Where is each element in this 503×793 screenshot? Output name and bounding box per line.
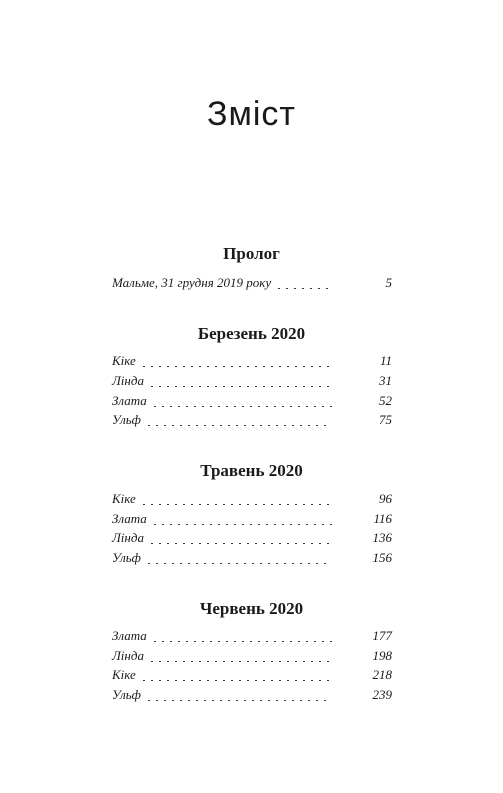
entry-page-number: 31 [379,373,392,388]
dot-leader [145,700,332,701]
toc-entry[interactable] [112,628,392,648]
dot-leader [145,563,332,564]
entry-page-number: 239 [372,687,392,702]
entry-page-number: 11 [379,353,392,368]
entry-page-number: 136 [372,530,392,545]
entry-label: Лінда [112,530,144,545]
entry-label: Лінда [112,648,144,663]
entry-label: Кіке [112,353,136,368]
entry-label: Кіке [112,491,136,506]
dot-leader [148,661,332,662]
toc-entry[interactable] [112,530,392,550]
page-title: Зміст [206,95,297,133]
entry-page-number: 5 [385,275,392,290]
entry-page-number: 52 [379,393,392,408]
entry-label: Ульф [112,412,141,427]
toc-entry[interactable] [112,648,392,668]
dot-leader [151,406,332,407]
entry-page-number: 198 [372,648,392,663]
entry-page-number: 218 [372,667,392,682]
entry-page-number: 96 [379,491,392,506]
toc-entry[interactable] [112,275,392,295]
dot-leader [140,680,332,681]
toc-entry[interactable] [112,412,392,432]
dot-leader [140,366,332,367]
dot-leader [275,288,334,289]
toc-entry[interactable] [112,511,392,531]
toc-entry[interactable] [112,667,392,687]
entry-label: Лінда [112,373,144,388]
toc-entry[interactable] [112,687,392,707]
toc-entry[interactable] [112,491,392,511]
section-heading: Червень 2020 [199,599,304,618]
entry-label: Мальме, 31 грудня 2019 року [112,275,272,290]
dot-leader [151,641,332,642]
dot-leader [140,504,332,505]
entry-label: Ульф [112,550,141,565]
dot-leader [145,425,332,426]
entry-page-number: 75 [379,412,392,427]
entry-label: Кіке [112,667,136,682]
entry-page-number: 177 [372,628,392,643]
dot-leader [148,386,332,387]
toc-entry[interactable] [112,550,392,570]
toc-entry[interactable] [112,393,392,413]
entry-page-number: 116 [373,511,392,526]
section-heading: Пролог [223,244,280,263]
entry-label: Ульф [112,687,141,702]
section-heading: Травень 2020 [200,461,303,480]
dot-leader [151,524,332,525]
dot-leader [148,543,332,544]
entry-label: Злата [112,393,147,408]
toc-entry[interactable] [112,353,392,373]
section-heading: Березень 2020 [197,324,306,343]
toc-entry[interactable] [112,373,392,393]
entry-page-number: 156 [372,550,392,565]
entry-label: Злата [112,628,147,643]
entry-label: Злата [112,511,147,526]
